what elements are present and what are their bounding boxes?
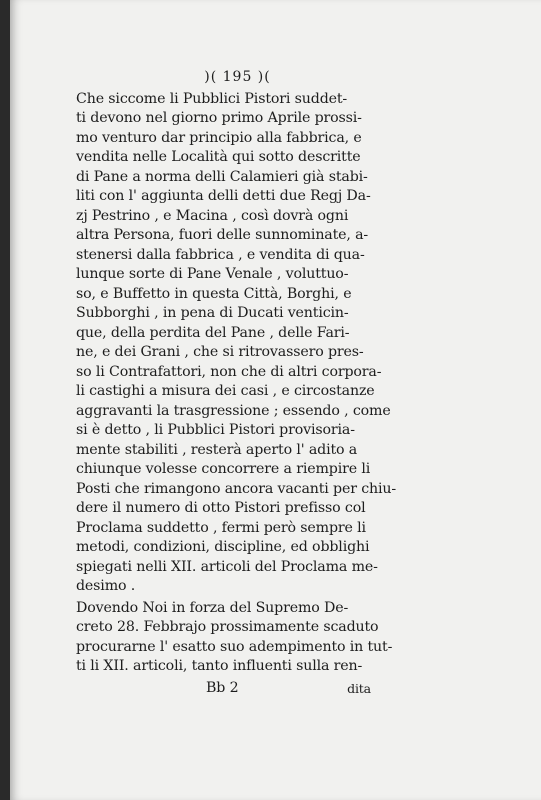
book-page xyxy=(10,0,541,800)
text-line: so li Contrafattori, non che di altri corpora- xyxy=(76,363,382,380)
text-line: stenersi dalla fabbrica , e vendita di qua- xyxy=(76,246,365,263)
text-line: procurarne l' esatto suo adempimento in tut- xyxy=(76,638,393,655)
text-line: liti con l' aggiunta delli detti due Regj Da- xyxy=(76,188,371,204)
text-line: altra Persona, fuori delle sunnominate, a- xyxy=(76,227,369,243)
text-line: dere il numero di otto Pistori prefisso col xyxy=(76,500,366,516)
text-line: mo venturo dar principio alla fabbrica, e xyxy=(76,129,362,146)
text-line: creto 28. Febbrajo prossimamente scaduto xyxy=(76,619,379,635)
page-number: )( 195 )( xyxy=(204,69,271,85)
text-line: li castighi a misura dei casi , e circostanze xyxy=(76,383,375,399)
text-line: di Pane a norma delli Calamieri già stabi- xyxy=(76,168,368,185)
text-line: chiunque volesse concorrere a riempire li xyxy=(76,461,371,477)
text-line: lunque sorte di Pane Venale , voluttuo- xyxy=(76,266,349,282)
paragraph-1 xyxy=(76,90,397,597)
text-line: que, della perdita del Pane , delle Fari- xyxy=(76,324,350,341)
text-line: ne, e dei Grani , che si ritrovassero pres- xyxy=(76,344,364,360)
catchword: dita xyxy=(347,680,371,696)
text-line: mente stabiliti , resterà aperto l' adito a xyxy=(76,441,358,458)
text-line: metodi, condizioni, discipline, ed obblighi xyxy=(76,539,370,555)
footer-line xyxy=(76,679,381,699)
text-line: aggravanti la trasgressione ; essendo , come xyxy=(76,402,391,419)
text-line: vendita nelle Località qui sotto descritte xyxy=(76,149,361,165)
text-line: so, e Buffetto in questa Città, Borghi, e xyxy=(76,285,352,302)
text-line: desimo . xyxy=(76,578,136,594)
text-block xyxy=(76,68,397,698)
text-line: Dovendo Noi in forza del Supremo De- xyxy=(76,599,349,616)
text-line: si è detto , li Pubblici Pistori provisoria- xyxy=(76,422,355,438)
text-line: Che siccome li Pubblici Pistori suddet- xyxy=(76,90,348,107)
signature-mark: Bb 2 xyxy=(206,679,239,696)
text-line: spiegati nelli XII. articoli del Proclama me- xyxy=(76,558,378,575)
text-line: Posti che rimangono ancora vacanti per chiu- xyxy=(76,480,397,497)
text-line: Proclama suddetto , fermi però sempre li xyxy=(76,519,366,536)
text-line: zj Pestrino , e Macina , così dovrà ogni xyxy=(76,207,349,224)
text-line: ti li XII. articoli, tanto influenti sulla ren- xyxy=(76,658,363,674)
text-line: Subborghi , in pena di Ducati venticin- xyxy=(76,305,349,321)
text-line: ti devono nel giorno primo Aprile prossi- xyxy=(76,110,362,126)
paragraph-2 xyxy=(76,599,393,677)
